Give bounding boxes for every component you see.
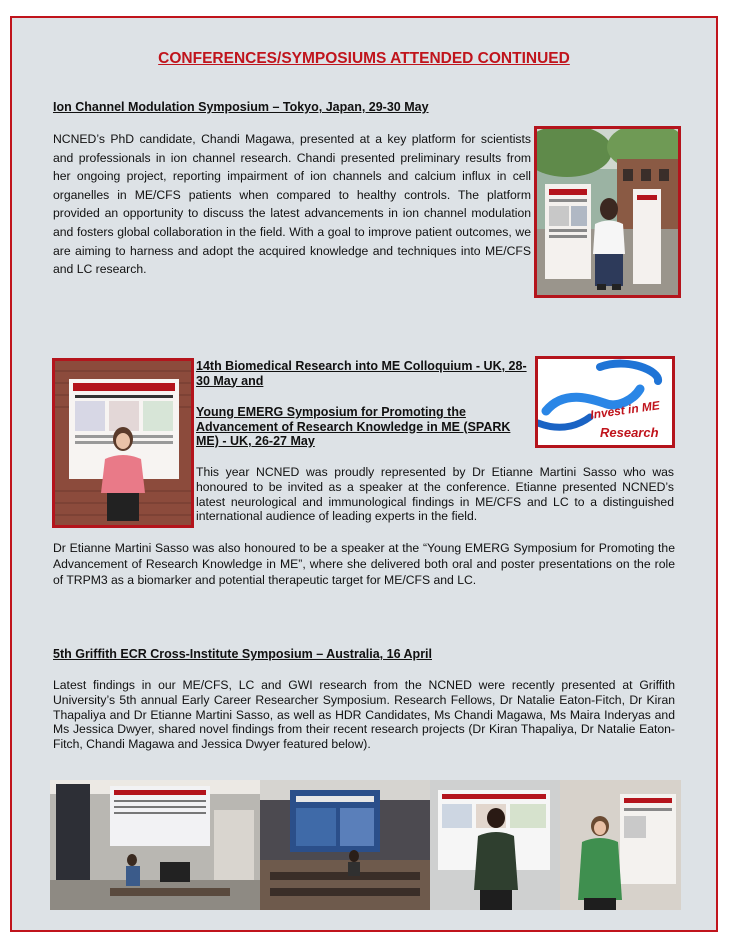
- section-body-griffith-ecr: Latest findings in our ME/CFS, LC and GWI research from the NCNED were recently presented at Griffith University’s 5th annual Early Career Researcher Symposium. Research Fellows, Dr Natalie Eaton-Fitch, Dr Kiran Thapaliya and Dr Etianne Martini Sasso, as well as HDR Candidates, Ms Chandi Magawa, Ms Maira Inderyas and Ms Jessica Dwyer, shared novel findings from their recent research projects (Dr Kiran Thapaliya, Dr Natalie Eaton-Fitch, Chandi Magawa and Jessica Dwyer featured below).: [53, 678, 675, 752]
- logo-text-invest: Invest in ME: [589, 398, 661, 422]
- photo-auditorium: [260, 780, 430, 910]
- section-heading-ion-channel: Ion Channel Modulation Symposium – Tokyo, Japan, 29-30 May: [53, 100, 429, 114]
- section-heading-griffith-ecr: 5th Griffith ECR Cross-Institute Symposium – Australia, 16 April: [53, 647, 432, 661]
- newsletter-page: [10, 16, 718, 932]
- section-body-ion-channel: NCNED’s PhD candidate, Chandi Magawa, presented at a key platform for scientists and professionals in ion channel research. Chandi presented preliminary results from her ongoing project, reporting impairment of ion channels and calcium influx in cell organelles in ME/CFS patients when compared to healthy controls. The platform provided an opportunity to discuss the latest advancements in ion channel modulation and fosters global collaboration in the field. With a goal to improve patient outcomes, we are aiming to harness and adopt the acquired knowledge and techniques into ME/CFS and LC research.: [53, 132, 531, 277]
- section-body-colloquium: This year NCNED was proudly represented by Dr Etianne Martini Sasso who was honoured to be invited as a speaker at the conference. Etianne presented NCNED’s latest neurological and immunological findings in ME/CFS and LC to a distinguished international audience of leading experts in the field.: [196, 465, 674, 524]
- section-heading-spark-me: Young EMERG Symposium for Promoting the Advancement of Research Knowledge in ME (SPARK ME) - UK, 26-27 May: [196, 405, 511, 448]
- photo-jessica-ecr: [560, 780, 681, 910]
- invest-in-me-logo: [535, 356, 675, 448]
- logo-text-research: Research: [600, 425, 659, 440]
- photo-chandi-poster: [534, 126, 681, 298]
- page-title: CONFERENCES/SYMPOSIUMS ATTENDED CONTINUED: [158, 50, 570, 67]
- section-body-spark-me: Dr Etianne Martini Sasso was also honoured to be a speaker at the “Young EMERG Symposium for Promoting the Advancement of Research Knowledge in ME”, where she delivered both oral and poster presentations on the role of TRPM3 as a biomarker and potential therapeutic target for ME/CFS and LC.: [53, 541, 675, 587]
- photo-chandi-ecr: [430, 780, 560, 910]
- section-heading-colloquium: 14th Biomedical Research into ME Colloquium - UK, 28-30 May and: [196, 359, 527, 388]
- photo-kiran-presenting: [50, 780, 260, 910]
- photo-etianne-poster: [52, 358, 194, 528]
- photo-strip-ecr-symposium: [50, 780, 681, 910]
